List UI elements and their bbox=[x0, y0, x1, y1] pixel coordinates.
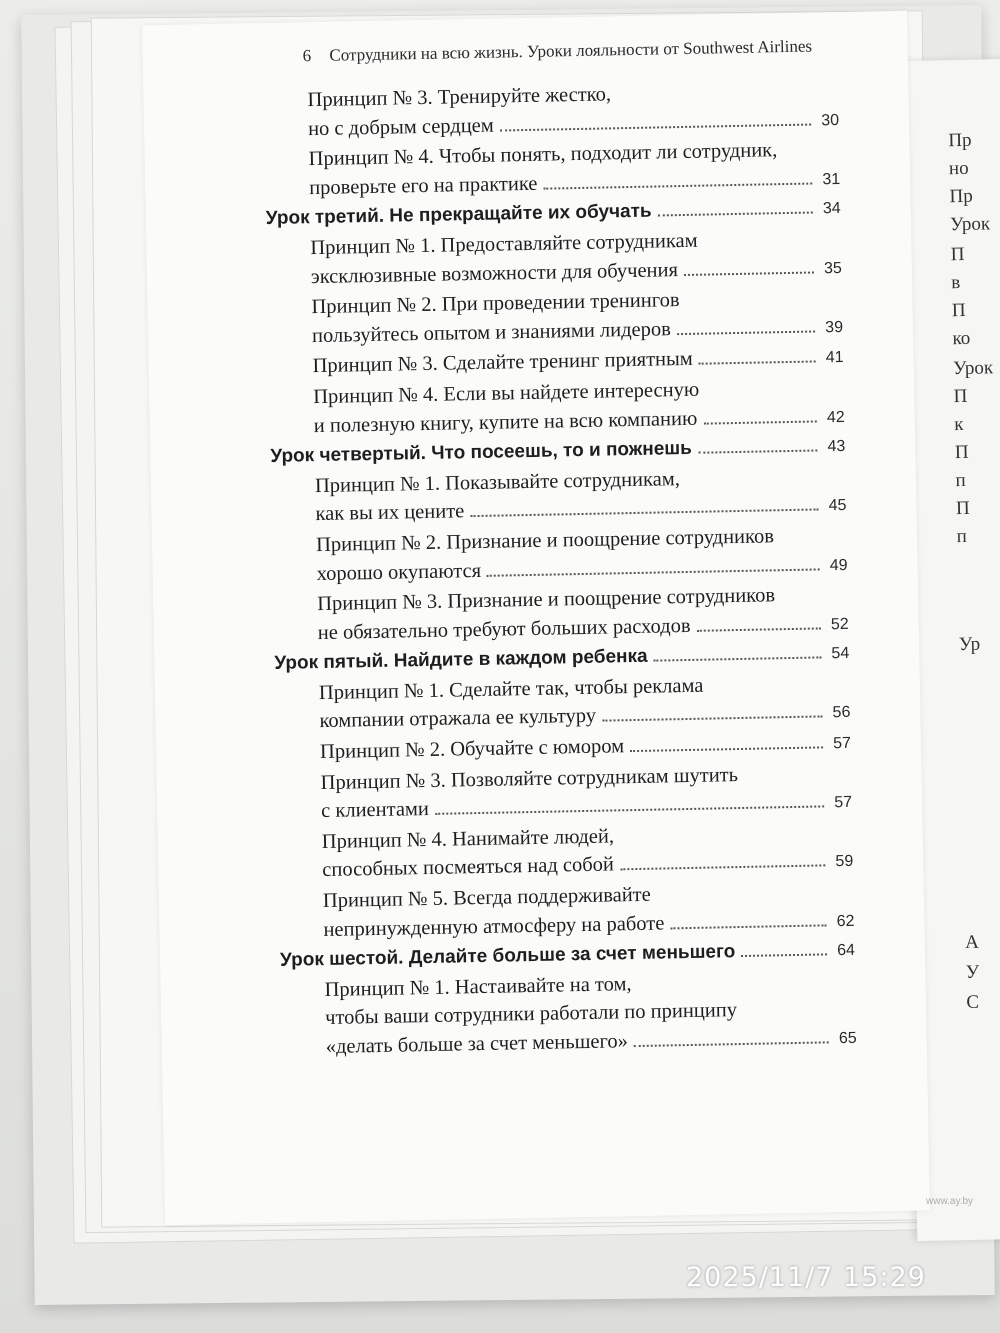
dot-leader bbox=[684, 271, 814, 275]
facing-page-fragment: Пр bbox=[949, 185, 973, 208]
toc-entry-text: с клиентами bbox=[320, 798, 430, 823]
toc-page-number: 41 bbox=[825, 349, 844, 367]
toc-entry-text: Принцип № 2. Признание и поощрение сотрудников bbox=[315, 525, 775, 557]
dot-leader bbox=[677, 330, 815, 335]
facing-page-fragment: в bbox=[951, 272, 961, 294]
facing-page-fragment: П bbox=[953, 385, 968, 408]
facing-page-fragment: С bbox=[966, 991, 980, 1014]
facing-page-fragment: п bbox=[955, 469, 966, 492]
toc-page-number: 62 bbox=[836, 912, 855, 930]
toc-page-number: 64 bbox=[837, 942, 856, 960]
toc-page-number: 31 bbox=[822, 170, 841, 189]
facing-page-fragment: П bbox=[954, 441, 969, 464]
toc-entry-text: компании отражала ее культуру bbox=[319, 705, 597, 733]
toc-entry-text: хорошо окупаются bbox=[316, 559, 482, 585]
toc-page-number: 45 bbox=[828, 497, 847, 515]
toc-entry-text: Принцип № 4. Если вы найдете интересную bbox=[313, 378, 700, 409]
toc-entry-text: Принцип № 3. Тренируйте жестко, bbox=[307, 83, 612, 112]
dot-leader bbox=[698, 450, 817, 454]
toc-entry-text: эксклюзивные возможности для обучения bbox=[310, 258, 679, 288]
facing-page-fragment: но bbox=[948, 157, 969, 180]
book-title: Сотрудники на всю жизнь. Уроки лояльности от Southwest Airlines bbox=[329, 36, 813, 65]
toc-page-number: 59 bbox=[835, 853, 854, 871]
dot-leader bbox=[487, 568, 820, 576]
facing-page-fragment: П bbox=[955, 497, 970, 520]
facing-page-fragment: Урок bbox=[949, 213, 991, 236]
dot-leader bbox=[634, 1041, 829, 1047]
page-number: 6 bbox=[302, 46, 312, 66]
dot-leader bbox=[620, 865, 825, 871]
toc-page-number: 30 bbox=[821, 111, 840, 129]
photo-timestamp: 2025/11/7 15:29 bbox=[686, 1262, 926, 1293]
toc-entry-text: Урок третий. Не прекращайте их обучать bbox=[265, 200, 652, 230]
table-of-contents bbox=[263, 76, 857, 1064]
toc-entry-text: чтобы ваши сотрудники работали по принципу bbox=[324, 999, 738, 1030]
toc-entry-text: Принцип № 2. Обучайте с юмором bbox=[319, 735, 625, 764]
toc-page-number: 57 bbox=[834, 794, 853, 812]
toc-entry-text: Принцип № 1. Показывайте сотрудникам, bbox=[314, 467, 681, 497]
toc-page-number: 42 bbox=[826, 408, 845, 426]
toc-entry-text: проверьте его на практике bbox=[309, 172, 538, 199]
toc-entry-text: Урок пятый. Найдите в каждом ребенка bbox=[274, 646, 648, 675]
dot-leader bbox=[435, 806, 824, 815]
toc-entry-text: непринужденную атмосферу на работе bbox=[323, 912, 665, 941]
toc-entry-text: Принцип № 4. Нанимайте людей, bbox=[321, 825, 615, 853]
toc-page-number: 65 bbox=[838, 1029, 857, 1048]
facing-page-fragment: Ур bbox=[958, 633, 981, 656]
facing-page-fragment: Урок bbox=[952, 357, 994, 380]
toc-entry-text: Принцип № 3. Позволяйте сотрудникам шутить bbox=[320, 763, 739, 794]
toc-entry-text: Урок шестой. Делайте больше за счет меньшего bbox=[279, 941, 736, 972]
toc-page-number: 35 bbox=[823, 259, 843, 277]
dot-leader bbox=[741, 954, 827, 958]
toc-page-number: 56 bbox=[832, 704, 851, 722]
dot-leader bbox=[658, 212, 813, 217]
toc-page-number: 52 bbox=[830, 615, 849, 633]
facing-page-fragment: Пр bbox=[948, 129, 972, 152]
toc-page-number: 39 bbox=[825, 318, 844, 337]
toc-page-number: 54 bbox=[831, 645, 850, 663]
toc-entry-text: как вы их цените bbox=[315, 500, 465, 526]
toc-page-number: 34 bbox=[822, 200, 841, 218]
dot-leader bbox=[500, 123, 811, 131]
dot-leader bbox=[697, 627, 821, 631]
dot-leader bbox=[654, 657, 822, 662]
running-head bbox=[303, 36, 863, 67]
dot-leader bbox=[602, 716, 822, 722]
toc-entry-text: «делать больше за счет меньшего» bbox=[325, 1030, 629, 1059]
facing-page-fragment: А bbox=[964, 931, 980, 954]
toc-page bbox=[142, 11, 930, 1225]
toc-entry-text: Принцип № 3. Сделайте тренинг приятным bbox=[312, 348, 693, 378]
facing-page-fragment: ко bbox=[952, 327, 971, 350]
dot-leader bbox=[670, 924, 826, 929]
watermark: www.ay.by bbox=[926, 1196, 974, 1207]
facing-page-fragment: У bbox=[965, 961, 980, 984]
facing-page-fragment: П bbox=[951, 299, 966, 322]
toc-entry-text: Принцип № 4. Чтобы понять, подходит ли сотрудник, bbox=[308, 139, 778, 171]
facing-page-fragment: к bbox=[954, 413, 964, 436]
toc-page-number: 43 bbox=[827, 438, 846, 456]
dot-leader bbox=[470, 509, 818, 518]
toc-entry-text: Принцип № 5. Всегда поддерживайте bbox=[322, 883, 651, 913]
toc-entry-text: но с добрым сердцем bbox=[307, 114, 494, 140]
toc-entry-text: не обязательно требуют больших расходов bbox=[317, 614, 691, 644]
dot-leader bbox=[703, 420, 816, 424]
toc-page-number: 49 bbox=[829, 556, 848, 574]
dot-leader bbox=[699, 361, 816, 365]
dot-leader bbox=[543, 182, 812, 189]
toc-entry-text: и полезную книгу, купите на всю компанию bbox=[313, 407, 698, 437]
toc-entry-text: Принцип № 1. Настаивайте на том, bbox=[324, 972, 632, 1001]
toc-entry-text: Принцип № 2. При проведении тренингов bbox=[311, 289, 680, 319]
toc-page-number: 57 bbox=[833, 734, 852, 753]
toc-entry-text: Принцип № 3. Признание и поощрение сотрудников bbox=[317, 584, 776, 616]
facing-page-fragment: П bbox=[950, 243, 965, 266]
dot-leader bbox=[630, 746, 823, 752]
toc-entry-text: способных посмеяться над собой bbox=[322, 853, 615, 882]
toc-entry-text: Принцип № 1. Предоставляйте сотрудникам bbox=[310, 229, 698, 260]
toc-entry-text: Принцип № 1. Сделайте так, чтобы реклама bbox=[318, 674, 704, 704]
toc-entry-text: Урок четвертый. Что посеешь, то и пожнешь bbox=[270, 437, 693, 468]
toc-entry-text: пользуйтесь опытом и знаниями лидеров bbox=[311, 318, 672, 347]
facing-page-fragment: п bbox=[956, 525, 968, 548]
